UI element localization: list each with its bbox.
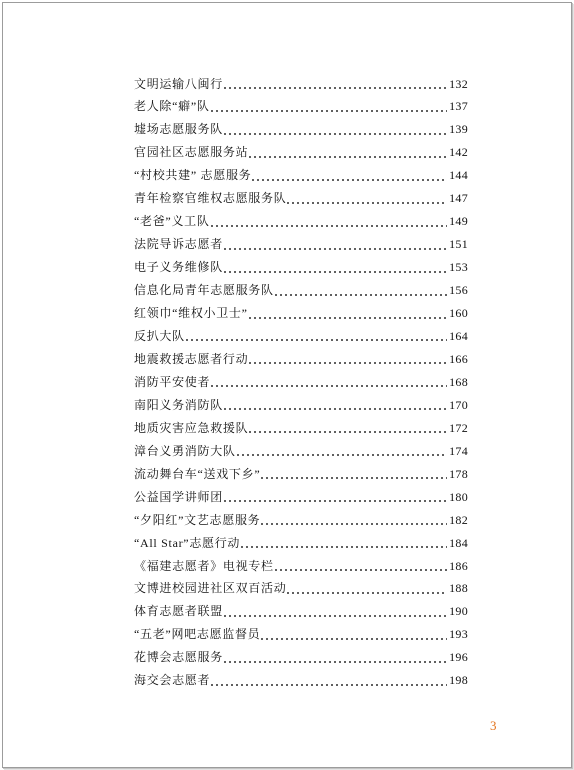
toc-entry bbox=[134, 256, 468, 279]
dot-leader bbox=[211, 210, 448, 233]
toc-entry-title: 老人除“癖”队 bbox=[134, 99, 210, 114]
toc-entry-title: 电子义务维修队 bbox=[134, 260, 223, 275]
toc-entry-title: 墟场志愿服务队 bbox=[134, 122, 223, 137]
toc-entry-page: 184 bbox=[449, 535, 468, 550]
toc-entry bbox=[134, 417, 468, 440]
toc-entry-page: 153 bbox=[449, 260, 468, 275]
toc-entry-title: “夕阳红”文艺志愿服务 bbox=[134, 512, 261, 527]
toc-entry-title: 《福建志愿者》电视专栏 bbox=[134, 558, 274, 573]
toc-entry-title: “老爸”义工队 bbox=[134, 214, 210, 229]
toc-entry-page: 174 bbox=[449, 443, 468, 458]
toc-entry bbox=[134, 95, 468, 118]
toc-entry bbox=[134, 646, 468, 669]
toc-entry-title: “五老”网吧志愿监督员 bbox=[134, 627, 261, 642]
toc-entry bbox=[134, 325, 468, 348]
dot-leader bbox=[261, 623, 447, 646]
dot-leader bbox=[252, 164, 447, 187]
toc-entry-page: 139 bbox=[449, 122, 468, 137]
toc-entry-page: 198 bbox=[449, 673, 468, 688]
dot-leader bbox=[224, 233, 447, 256]
toc-entry bbox=[134, 210, 468, 233]
toc-entry bbox=[134, 532, 468, 555]
table-of-contents bbox=[134, 73, 468, 693]
dot-leader bbox=[249, 417, 447, 440]
toc-entry-title: 海交会志愿者 bbox=[134, 673, 211, 688]
toc-entry bbox=[134, 394, 468, 417]
toc-entry-page: 170 bbox=[449, 397, 468, 412]
toc-entry bbox=[134, 669, 468, 692]
toc-entry bbox=[134, 623, 468, 646]
toc-entry bbox=[134, 348, 468, 371]
dot-leader bbox=[224, 73, 447, 96]
toc-entry-title: 信息化局青年志愿服务队 bbox=[134, 283, 274, 298]
toc-entry-page: 147 bbox=[449, 191, 468, 206]
dot-leader bbox=[211, 669, 447, 692]
toc-entry-page: 178 bbox=[449, 466, 468, 481]
toc-entry-page: 182 bbox=[449, 512, 468, 527]
dot-leader bbox=[261, 509, 447, 532]
toc-entry-title: 消防平安使者 bbox=[134, 374, 211, 389]
toc-entry bbox=[134, 233, 468, 256]
dot-leader bbox=[275, 279, 447, 302]
toc-entry bbox=[134, 279, 468, 302]
dot-leader bbox=[275, 555, 447, 578]
dot-leader bbox=[224, 600, 447, 623]
toc-entry-title: 地震救援志愿者行动 bbox=[134, 351, 249, 366]
toc-entry-page: 132 bbox=[449, 76, 468, 91]
dot-leader bbox=[211, 371, 447, 394]
toc-entry bbox=[134, 302, 468, 325]
toc-entry-title: 官园社区志愿服务站 bbox=[134, 145, 249, 160]
toc-entry-page: 137 bbox=[449, 99, 468, 114]
toc-entry-title: 反扒大队 bbox=[134, 328, 185, 343]
toc-entry-title: 地质灾害应急救援队 bbox=[134, 420, 249, 435]
toc-entry-title: 体育志愿者联盟 bbox=[134, 604, 223, 619]
toc-entry-title: 文博进校园进社区双百活动 bbox=[134, 581, 287, 596]
dot-leader bbox=[211, 95, 448, 118]
toc-entry-page: 190 bbox=[449, 604, 468, 619]
dot-leader bbox=[186, 325, 447, 348]
toc-entry-page: 156 bbox=[449, 283, 468, 298]
toc-entry-page: 186 bbox=[449, 558, 468, 573]
toc-entry-title: 法院导诉志愿者 bbox=[134, 237, 223, 252]
toc-entry-title: 南阳义务消防队 bbox=[134, 397, 223, 412]
toc-entry-title: 流动舞台车“送戏下乡” bbox=[134, 466, 261, 481]
dot-leader bbox=[241, 532, 447, 555]
toc-entry-page: 168 bbox=[449, 374, 468, 389]
toc-entry-page: 172 bbox=[449, 420, 468, 435]
toc-entry-title: “村校共建” 志愿服务 bbox=[134, 168, 252, 183]
toc-entry-page: 164 bbox=[449, 328, 468, 343]
toc-entry-page: 149 bbox=[449, 214, 468, 229]
dot-leader bbox=[224, 256, 447, 279]
toc-entry-title: 花博会志愿服务 bbox=[134, 650, 223, 665]
dot-leader bbox=[287, 187, 447, 210]
dot-leader bbox=[287, 577, 447, 600]
toc-entry bbox=[134, 486, 468, 509]
toc-entry-page: 188 bbox=[449, 581, 468, 596]
toc-entry-page: 151 bbox=[449, 237, 468, 252]
toc-entry-title: 公益国学讲师团 bbox=[134, 489, 223, 504]
dot-leader bbox=[224, 486, 447, 509]
dot-leader bbox=[249, 302, 447, 325]
dot-leader bbox=[237, 440, 447, 463]
toc-entry-title: “All Star”志愿行动 bbox=[134, 535, 241, 550]
toc-entry-title: 文明运输八闽行 bbox=[134, 76, 223, 91]
toc-entry-page: 160 bbox=[449, 306, 468, 321]
toc-entry bbox=[134, 440, 468, 463]
toc-entry bbox=[134, 509, 468, 532]
toc-entry bbox=[134, 187, 468, 210]
toc-entry bbox=[134, 164, 468, 187]
toc-entry bbox=[134, 463, 468, 486]
toc-entry-page: 180 bbox=[449, 489, 468, 504]
toc-entry bbox=[134, 577, 468, 600]
toc-entry bbox=[134, 600, 468, 623]
dot-leader bbox=[261, 463, 447, 486]
page-number: 3 bbox=[490, 718, 497, 733]
toc-entry-page: 193 bbox=[449, 627, 468, 642]
toc-entry-page: 196 bbox=[449, 650, 468, 665]
toc-entry-page: 144 bbox=[449, 168, 468, 183]
toc-entry bbox=[134, 555, 468, 578]
toc-entry bbox=[134, 118, 468, 141]
dot-leader bbox=[224, 646, 447, 669]
toc-entry-page: 142 bbox=[449, 145, 468, 160]
toc-entry bbox=[134, 141, 468, 164]
toc-entry bbox=[134, 371, 468, 394]
toc-entry-title: 红领巾“维权小卫士” bbox=[134, 306, 248, 321]
dot-leader bbox=[249, 348, 447, 371]
toc-entry-title: 漳台义勇消防大队 bbox=[134, 443, 236, 458]
toc-entry bbox=[134, 73, 468, 96]
toc-entry-page: 166 bbox=[449, 351, 468, 366]
document-page bbox=[2, 2, 572, 768]
dot-leader bbox=[249, 141, 447, 164]
dot-leader bbox=[224, 118, 447, 141]
dot-leader bbox=[224, 394, 447, 417]
toc-entry-title: 青年检察官维权志愿服务队 bbox=[134, 191, 287, 206]
